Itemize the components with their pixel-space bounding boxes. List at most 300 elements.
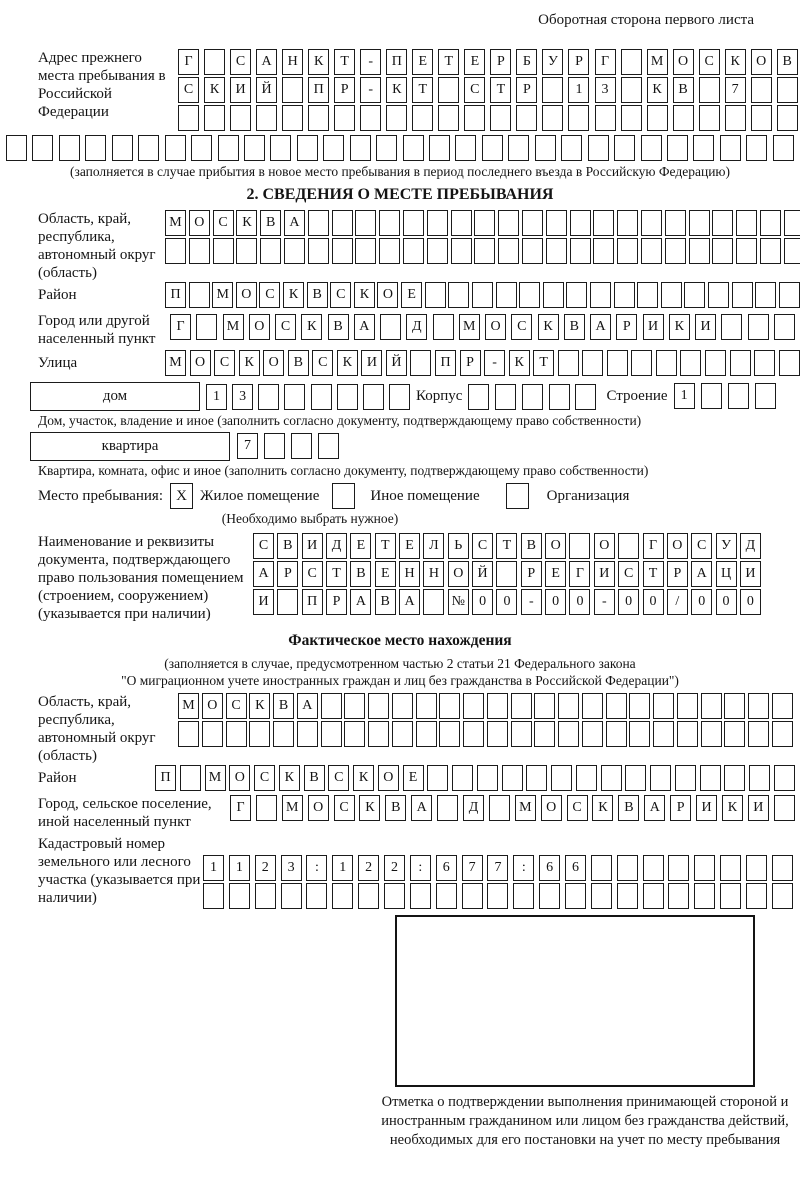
char-cell[interactable]: К xyxy=(337,350,358,376)
char-cell[interactable] xyxy=(712,210,733,236)
char-cell[interactable]: О xyxy=(378,765,399,791)
char-cell[interactable]: А xyxy=(284,210,305,236)
char-cell[interactable] xyxy=(591,883,612,909)
char-cell[interactable]: Д xyxy=(740,533,761,559)
char-cell[interactable]: Г xyxy=(643,533,664,559)
char-cell[interactable] xyxy=(436,883,457,909)
char-cell[interactable] xyxy=(590,282,611,308)
char-cell[interactable]: В xyxy=(564,314,585,340)
char-cell[interactable]: В xyxy=(777,49,798,75)
char-cell[interactable]: А xyxy=(411,795,432,821)
char-cell[interactable]: С xyxy=(302,561,323,587)
char-cell[interactable] xyxy=(297,135,318,161)
char-cell[interactable] xyxy=(570,210,591,236)
char-cell[interactable]: : xyxy=(306,855,327,881)
char-cell[interactable] xyxy=(754,350,775,376)
char-cell[interactable] xyxy=(474,238,495,264)
char-cell[interactable] xyxy=(774,314,795,340)
char-cell[interactable]: Т xyxy=(490,77,511,103)
char-cell[interactable]: 2 xyxy=(384,855,405,881)
char-cell[interactable] xyxy=(85,135,106,161)
char-cell[interactable] xyxy=(496,561,517,587)
char-cell[interactable]: К xyxy=(308,49,329,75)
char-cell[interactable]: 1 xyxy=(568,77,589,103)
char-cell[interactable]: М xyxy=(165,350,186,376)
char-cell[interactable] xyxy=(32,135,53,161)
char-cell[interactable] xyxy=(725,105,746,131)
char-cell[interactable] xyxy=(570,238,591,264)
char-cell[interactable]: Р xyxy=(490,49,511,75)
char-cell[interactable] xyxy=(334,105,355,131)
char-cell[interactable]: А xyxy=(354,314,375,340)
char-cell[interactable]: М xyxy=(647,49,668,75)
char-cell[interactable]: - xyxy=(521,589,542,615)
char-cell[interactable] xyxy=(403,135,424,161)
char-cell[interactable]: 7 xyxy=(237,433,258,459)
char-cell[interactable] xyxy=(389,384,410,410)
char-cell[interactable]: В xyxy=(673,77,694,103)
char-cell[interactable] xyxy=(284,238,305,264)
char-cell[interactable]: С xyxy=(330,282,351,308)
char-cell[interactable] xyxy=(451,210,472,236)
char-cell[interactable]: П xyxy=(435,350,456,376)
char-cell[interactable]: Т xyxy=(334,49,355,75)
char-cell[interactable] xyxy=(321,721,342,747)
char-cell[interactable] xyxy=(736,210,757,236)
char-cell[interactable] xyxy=(376,135,397,161)
char-cell[interactable] xyxy=(203,883,224,909)
char-cell[interactable] xyxy=(489,795,510,821)
char-cell[interactable] xyxy=(498,210,519,236)
char-cell[interactable]: Е xyxy=(545,561,566,587)
char-cell[interactable] xyxy=(463,693,484,719)
char-cell[interactable] xyxy=(196,314,217,340)
char-cell[interactable] xyxy=(508,135,529,161)
char-cell[interactable]: К xyxy=(538,314,559,340)
char-cell[interactable]: О xyxy=(190,350,211,376)
char-cell[interactable] xyxy=(720,883,741,909)
char-cell[interactable] xyxy=(643,883,664,909)
char-cell[interactable]: Б xyxy=(516,49,537,75)
char-cell[interactable] xyxy=(297,721,318,747)
char-cell[interactable]: 0 xyxy=(496,589,517,615)
char-cell[interactable]: М xyxy=(515,795,536,821)
char-cell[interactable] xyxy=(202,721,223,747)
char-cell[interactable] xyxy=(689,210,710,236)
char-cell[interactable]: С xyxy=(618,561,639,587)
char-cell[interactable] xyxy=(617,210,638,236)
char-cell[interactable] xyxy=(178,105,199,131)
char-cell[interactable] xyxy=(673,105,694,131)
char-cell[interactable]: А xyxy=(399,589,420,615)
char-cell[interactable]: Т xyxy=(496,533,517,559)
char-cell[interactable]: М xyxy=(205,765,226,791)
char-cell[interactable] xyxy=(629,721,650,747)
char-cell[interactable] xyxy=(606,721,627,747)
char-cell[interactable]: Е xyxy=(401,282,422,308)
char-cell[interactable] xyxy=(748,314,769,340)
char-cell[interactable] xyxy=(755,383,776,409)
char-cell[interactable]: Е xyxy=(412,49,433,75)
char-cell[interactable] xyxy=(534,721,555,747)
char-cell[interactable] xyxy=(358,883,379,909)
char-cell[interactable] xyxy=(595,105,616,131)
char-cell[interactable] xyxy=(588,135,609,161)
char-cell[interactable]: 6 xyxy=(539,855,560,881)
char-cell[interactable] xyxy=(625,765,646,791)
char-cell[interactable] xyxy=(311,384,332,410)
char-cell[interactable] xyxy=(368,721,389,747)
char-cell[interactable] xyxy=(284,384,305,410)
char-cell[interactable] xyxy=(665,210,686,236)
char-cell[interactable] xyxy=(516,105,537,131)
char-cell[interactable]: Р xyxy=(516,77,537,103)
char-cell[interactable]: Е xyxy=(350,533,371,559)
char-cell[interactable] xyxy=(699,77,720,103)
char-cell[interactable] xyxy=(344,693,365,719)
char-cell[interactable] xyxy=(260,238,281,264)
char-cell[interactable] xyxy=(180,765,201,791)
char-cell[interactable]: 0 xyxy=(716,589,737,615)
char-cell[interactable]: Е xyxy=(399,533,420,559)
char-cell[interactable]: Т xyxy=(643,561,664,587)
char-cell[interactable] xyxy=(218,135,239,161)
char-cell[interactable]: К xyxy=(301,314,322,340)
char-cell[interactable] xyxy=(656,350,677,376)
char-cell[interactable] xyxy=(410,350,431,376)
char-cell[interactable]: М xyxy=(282,795,303,821)
char-cell[interactable]: А xyxy=(253,561,274,587)
char-cell[interactable] xyxy=(165,135,186,161)
char-cell[interactable]: С xyxy=(214,350,235,376)
char-cell[interactable] xyxy=(416,721,437,747)
char-cell[interactable] xyxy=(255,883,276,909)
char-cell[interactable] xyxy=(229,883,250,909)
char-cell[interactable]: К xyxy=(279,765,300,791)
char-cell[interactable] xyxy=(256,105,277,131)
char-cell[interactable]: У xyxy=(716,533,737,559)
char-cell[interactable]: 3 xyxy=(232,384,253,410)
char-cell[interactable]: 3 xyxy=(281,855,302,881)
char-cell[interactable]: Р xyxy=(334,77,355,103)
char-cell[interactable]: Е xyxy=(464,49,485,75)
stay-type-checkbox-residential[interactable]: X xyxy=(170,483,193,509)
char-cell[interactable] xyxy=(582,721,603,747)
char-cell[interactable]: К xyxy=(359,795,380,821)
char-cell[interactable] xyxy=(350,135,371,161)
char-cell[interactable]: К xyxy=(647,77,668,103)
char-cell[interactable] xyxy=(282,77,303,103)
char-cell[interactable]: К xyxy=(239,350,260,376)
char-cell[interactable]: О xyxy=(189,210,210,236)
char-cell[interactable] xyxy=(496,282,517,308)
char-cell[interactable] xyxy=(277,589,298,615)
char-cell[interactable]: И xyxy=(643,314,664,340)
char-cell[interactable]: К xyxy=(725,49,746,75)
char-cell[interactable]: А xyxy=(644,795,665,821)
char-cell[interactable] xyxy=(748,721,769,747)
char-cell[interactable] xyxy=(668,883,689,909)
char-cell[interactable] xyxy=(721,314,742,340)
char-cell[interactable]: 0 xyxy=(618,589,639,615)
char-cell[interactable] xyxy=(724,693,745,719)
char-cell[interactable] xyxy=(355,210,376,236)
char-cell[interactable] xyxy=(204,49,225,75)
char-cell[interactable] xyxy=(558,721,579,747)
char-cell[interactable] xyxy=(291,433,312,459)
char-cell[interactable]: А xyxy=(590,314,611,340)
char-cell[interactable] xyxy=(337,384,358,410)
char-cell[interactable]: 3 xyxy=(595,77,616,103)
char-cell[interactable] xyxy=(379,238,400,264)
char-cell[interactable] xyxy=(226,721,247,747)
char-cell[interactable] xyxy=(772,721,793,747)
char-cell[interactable] xyxy=(6,135,27,161)
char-cell[interactable] xyxy=(427,765,448,791)
char-cell[interactable] xyxy=(189,238,210,264)
char-cell[interactable] xyxy=(384,883,405,909)
char-cell[interactable] xyxy=(774,795,795,821)
char-cell[interactable]: А xyxy=(256,49,277,75)
char-cell[interactable]: С xyxy=(275,314,296,340)
char-cell[interactable]: Г xyxy=(595,49,616,75)
char-cell[interactable] xyxy=(593,210,614,236)
char-cell[interactable]: П xyxy=(155,765,176,791)
char-cell[interactable]: О xyxy=(263,350,284,376)
char-cell[interactable] xyxy=(308,105,329,131)
char-cell[interactable]: В xyxy=(385,795,406,821)
char-cell[interactable] xyxy=(412,105,433,131)
char-cell[interactable]: П xyxy=(386,49,407,75)
char-cell[interactable] xyxy=(708,282,729,308)
char-cell[interactable] xyxy=(593,238,614,264)
char-cell[interactable] xyxy=(403,210,424,236)
char-cell[interactable] xyxy=(617,855,638,881)
char-cell[interactable] xyxy=(282,105,303,131)
char-cell[interactable] xyxy=(641,238,662,264)
char-cell[interactable] xyxy=(502,765,523,791)
char-cell[interactable]: К xyxy=(353,765,374,791)
char-cell[interactable] xyxy=(760,210,781,236)
char-cell[interactable] xyxy=(511,721,532,747)
char-cell[interactable] xyxy=(452,765,473,791)
char-cell[interactable]: О xyxy=(594,533,615,559)
char-cell[interactable] xyxy=(264,433,285,459)
char-cell[interactable] xyxy=(748,693,769,719)
char-cell[interactable] xyxy=(522,210,543,236)
char-cell[interactable] xyxy=(511,693,532,719)
char-cell[interactable]: А xyxy=(297,693,318,719)
char-cell[interactable] xyxy=(490,105,511,131)
char-cell[interactable]: 0 xyxy=(569,589,590,615)
char-cell[interactable]: П xyxy=(302,589,323,615)
char-cell[interactable] xyxy=(410,883,431,909)
char-cell[interactable] xyxy=(684,282,705,308)
char-cell[interactable] xyxy=(773,135,794,161)
char-cell[interactable]: И xyxy=(361,350,382,376)
char-cell[interactable] xyxy=(637,282,658,308)
char-cell[interactable]: С xyxy=(312,350,333,376)
char-cell[interactable] xyxy=(249,721,270,747)
char-cell[interactable] xyxy=(363,384,384,410)
char-cell[interactable] xyxy=(439,721,460,747)
char-cell[interactable] xyxy=(724,721,745,747)
char-cell[interactable] xyxy=(582,350,603,376)
char-cell[interactable]: С xyxy=(472,533,493,559)
char-cell[interactable] xyxy=(112,135,133,161)
char-cell[interactable]: А xyxy=(350,589,371,615)
char-cell[interactable]: О xyxy=(751,49,772,75)
char-cell[interactable] xyxy=(607,350,628,376)
char-cell[interactable] xyxy=(614,135,635,161)
char-cell[interactable] xyxy=(487,721,508,747)
char-cell[interactable] xyxy=(675,765,696,791)
char-cell[interactable] xyxy=(601,765,622,791)
char-cell[interactable] xyxy=(755,282,776,308)
char-cell[interactable]: 0 xyxy=(643,589,664,615)
char-cell[interactable]: Ь xyxy=(448,533,469,559)
char-cell[interactable]: В xyxy=(521,533,542,559)
char-cell[interactable]: Л xyxy=(423,533,444,559)
char-cell[interactable]: : xyxy=(410,855,431,881)
char-cell[interactable]: Г xyxy=(170,314,191,340)
char-cell[interactable]: С xyxy=(334,795,355,821)
char-cell[interactable] xyxy=(751,77,772,103)
char-cell[interactable] xyxy=(546,238,567,264)
char-cell[interactable] xyxy=(138,135,159,161)
char-cell[interactable]: В xyxy=(375,589,396,615)
char-cell[interactable]: И xyxy=(302,533,323,559)
char-cell[interactable]: К xyxy=(386,77,407,103)
char-cell[interactable] xyxy=(474,210,495,236)
char-cell[interactable]: Г xyxy=(178,49,199,75)
char-cell[interactable]: О xyxy=(485,314,506,340)
char-cell[interactable]: - xyxy=(484,350,505,376)
char-cell[interactable] xyxy=(558,350,579,376)
char-cell[interactable]: Т xyxy=(326,561,347,587)
char-cell[interactable] xyxy=(575,384,596,410)
char-cell[interactable] xyxy=(522,238,543,264)
char-cell[interactable] xyxy=(191,135,212,161)
char-cell[interactable]: О xyxy=(545,533,566,559)
char-cell[interactable]: 6 xyxy=(565,855,586,881)
char-cell[interactable] xyxy=(668,855,689,881)
char-cell[interactable] xyxy=(355,238,376,264)
char-cell[interactable]: П xyxy=(308,77,329,103)
char-cell[interactable] xyxy=(178,721,199,747)
char-cell[interactable] xyxy=(542,77,563,103)
char-cell[interactable] xyxy=(498,238,519,264)
char-cell[interactable] xyxy=(779,282,800,308)
char-cell[interactable] xyxy=(392,693,413,719)
char-cell[interactable]: 1 xyxy=(203,855,224,881)
char-cell[interactable] xyxy=(59,135,80,161)
char-cell[interactable]: Й xyxy=(256,77,277,103)
char-cell[interactable] xyxy=(701,693,722,719)
char-cell[interactable]: М xyxy=(459,314,480,340)
char-cell[interactable] xyxy=(416,693,437,719)
char-cell[interactable]: И xyxy=(253,589,274,615)
char-cell[interactable] xyxy=(256,795,277,821)
char-cell[interactable] xyxy=(617,238,638,264)
char-cell[interactable] xyxy=(576,765,597,791)
char-cell[interactable] xyxy=(425,282,446,308)
char-cell[interactable] xyxy=(777,77,798,103)
char-cell[interactable] xyxy=(720,135,741,161)
char-cell[interactable] xyxy=(448,282,469,308)
char-cell[interactable] xyxy=(565,883,586,909)
char-cell[interactable] xyxy=(641,210,662,236)
char-cell[interactable]: С xyxy=(226,693,247,719)
char-cell[interactable]: С xyxy=(178,77,199,103)
char-cell[interactable]: Й xyxy=(386,350,407,376)
char-cell[interactable] xyxy=(535,135,556,161)
char-cell[interactable] xyxy=(661,282,682,308)
char-cell[interactable]: Е xyxy=(375,561,396,587)
char-cell[interactable] xyxy=(784,210,800,236)
char-cell[interactable] xyxy=(568,105,589,131)
char-cell[interactable] xyxy=(468,384,489,410)
char-cell[interactable] xyxy=(204,105,225,131)
char-cell[interactable]: Н xyxy=(282,49,303,75)
char-cell[interactable] xyxy=(643,855,664,881)
char-cell[interactable] xyxy=(379,210,400,236)
char-cell[interactable] xyxy=(614,282,635,308)
char-cell[interactable]: С xyxy=(691,533,712,559)
char-cell[interactable] xyxy=(746,135,767,161)
char-cell[interactable] xyxy=(641,135,662,161)
char-cell[interactable] xyxy=(689,238,710,264)
char-cell[interactable]: С xyxy=(328,765,349,791)
char-cell[interactable]: Т xyxy=(375,533,396,559)
char-cell[interactable] xyxy=(464,105,485,131)
char-cell[interactable] xyxy=(165,238,186,264)
char-cell[interactable]: Е xyxy=(403,765,424,791)
char-cell[interactable] xyxy=(566,282,587,308)
char-cell[interactable] xyxy=(392,721,413,747)
char-cell[interactable]: - xyxy=(594,589,615,615)
char-cell[interactable] xyxy=(439,693,460,719)
char-cell[interactable] xyxy=(677,693,698,719)
char-cell[interactable] xyxy=(700,765,721,791)
char-cell[interactable] xyxy=(746,883,767,909)
char-cell[interactable] xyxy=(653,693,674,719)
char-cell[interactable] xyxy=(318,433,339,459)
char-cell[interactable]: С xyxy=(213,210,234,236)
char-cell[interactable] xyxy=(323,135,344,161)
char-cell[interactable]: Д xyxy=(406,314,427,340)
char-cell[interactable] xyxy=(213,238,234,264)
char-cell[interactable] xyxy=(281,883,302,909)
char-cell[interactable] xyxy=(368,693,389,719)
char-cell[interactable]: В xyxy=(618,795,639,821)
char-cell[interactable] xyxy=(749,765,770,791)
char-cell[interactable] xyxy=(427,210,448,236)
char-cell[interactable] xyxy=(732,282,753,308)
char-cell[interactable]: С xyxy=(699,49,720,75)
char-cell[interactable]: П xyxy=(165,282,186,308)
char-cell[interactable]: А xyxy=(691,561,712,587)
char-cell[interactable]: У xyxy=(542,49,563,75)
char-cell[interactable]: К xyxy=(669,314,690,340)
char-cell[interactable]: К xyxy=(592,795,613,821)
char-cell[interactable] xyxy=(332,883,353,909)
char-cell[interactable] xyxy=(495,384,516,410)
char-cell[interactable]: Т xyxy=(533,350,554,376)
char-cell[interactable] xyxy=(534,693,555,719)
char-cell[interactable] xyxy=(433,314,454,340)
char-cell[interactable]: Р xyxy=(326,589,347,615)
